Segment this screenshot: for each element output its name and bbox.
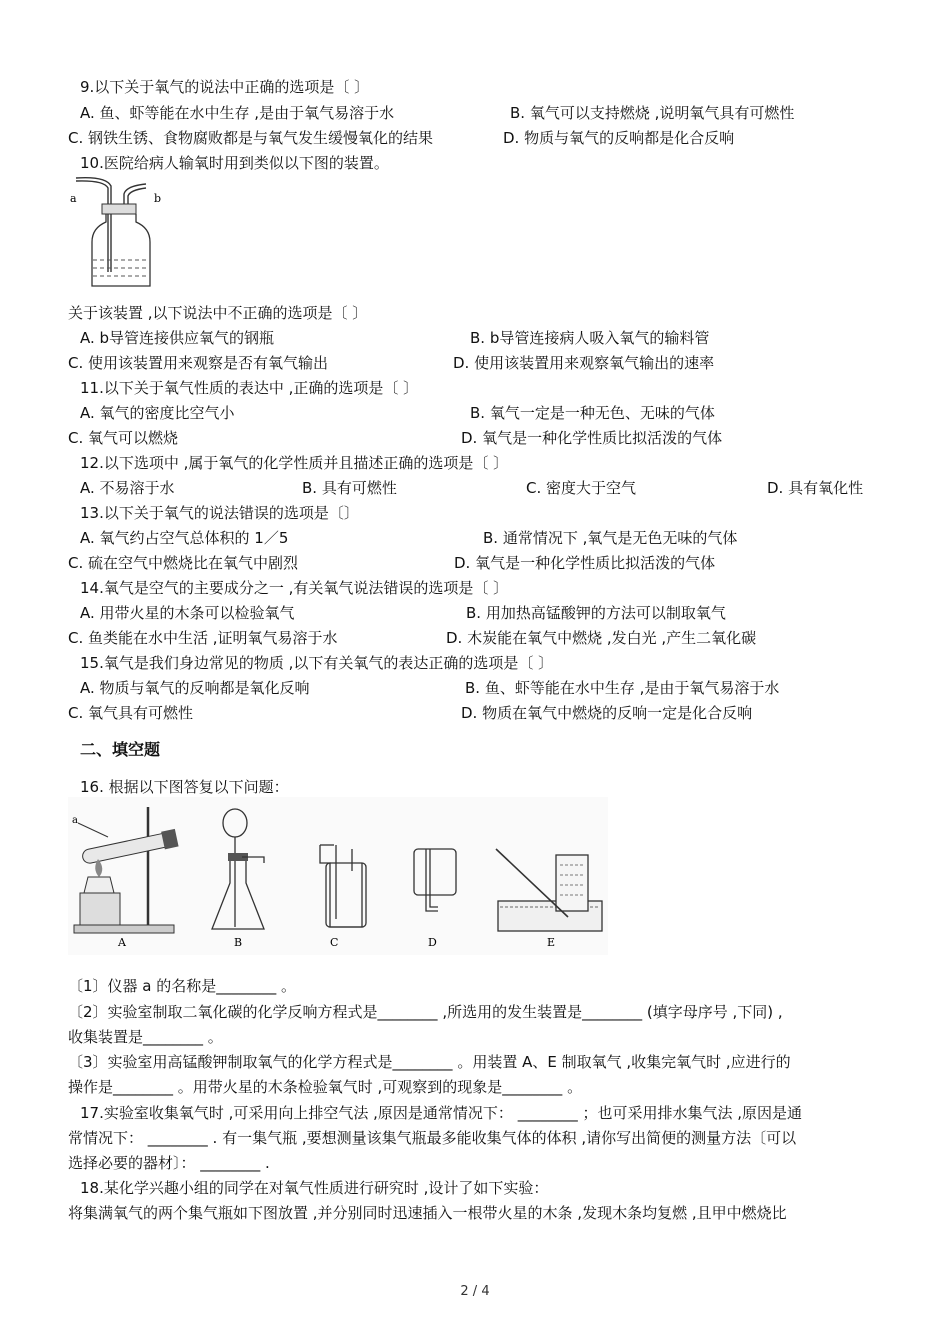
- q9-option-b: B. 氧气可以支持燃烧 ,说明氧气具有可燃性: [510, 104, 795, 122]
- q16-part-3-line-2: 操作是________ 。用带火星的木条检验氧气时 ,可观察到的现象是________ 。: [68, 1078, 583, 1096]
- section-heading: 二、填空题: [80, 740, 161, 759]
- q17-line-2: 常情况下： ________ . 有一集气瓶 ,要想测量该集气瓶最多能收集气体的体积 ,请你写出简便的测量方法〔可以: [68, 1129, 797, 1147]
- q10-sub: 关于该装置 ,以下说法中不正确的选项是〔 〕: [68, 304, 368, 322]
- q14-option-b: B. 用加热高锰酸钾的方法可以制取氧气: [466, 604, 726, 622]
- q9-option-d: D. 物质与氧气的反响都是化合反响: [503, 129, 735, 147]
- q10-option-c: C. 使用该装置用来观察是否有氧气输出: [68, 354, 329, 372]
- apparatus-label-a: a: [72, 815, 78, 826]
- q10-stem: 10.医院给病人输氧时用到类似以下图的装置。: [80, 154, 389, 172]
- q15-stem: 15.氧气是我们身边常见的物质 ,以下有关氧气的表达正确的选项是〔 〕: [80, 654, 554, 672]
- q12-option-d: D. 具有氧化性: [767, 479, 864, 497]
- q16-stem: 16. 根据以下图答复以下问题：: [80, 778, 289, 796]
- figure-label-a: a: [70, 192, 77, 205]
- apparatus-label-B: B: [234, 936, 243, 949]
- q16-part-3-line-1: 〔3〕实验室用高锰酸钾制取氧气的化学方程式是________ 。用装置 A、E 制取氧气 ,收集完氧气时 ,应进行的: [68, 1053, 791, 1071]
- apparatus-label-A: A: [118, 936, 126, 949]
- q9-option-c: C. 钢铁生锈、食物腐败都是与氧气发生缓慢氧化的结果: [68, 129, 434, 147]
- lab-apparatus-figure: [68, 797, 608, 955]
- q16-part-2-line-1: 〔2〕实验室制取二氧化碳的化学反响方程式是________ ,所选用的发生装置是________ (填字母序号 ,下同) ,: [68, 1003, 783, 1021]
- q14-option-c: C. 鱼类能在水中生活 ,证明氧气易溶于水: [68, 629, 338, 647]
- q15-option-b: B. 鱼、虾等能在水中生存 ,是由于氧气易溶于水: [465, 679, 780, 697]
- q14-stem: 14.氧气是空气的主要成分之一 ,有关氧气说法错误的选项是〔 〕: [80, 579, 509, 597]
- q13-option-b: B. 通常情况下 ,氧气是无色无味的气体: [483, 529, 738, 547]
- q16-part-2-line-2: 收集装置是________ 。: [68, 1028, 223, 1046]
- q9-option-a: A. 鱼、虾等能在水中生存 ,是由于氧气易溶于水: [80, 104, 395, 122]
- oxygen-humidifier-bottle-figure: [66, 172, 176, 292]
- q18-line-2: 将集满氧气的两个集气瓶如下图放置 ,并分别同时迅速插入一根带火星的木条 ,发现木条均复燃 ,且甲中燃烧比: [68, 1204, 787, 1222]
- q11-option-b: B. 氧气一定是一种无色、无味的气体: [470, 404, 715, 422]
- q9-stem: 9.以下关于氧气的说法中正确的选项是〔 〕: [80, 78, 370, 96]
- figure-label-b: b: [154, 192, 162, 205]
- q12-option-a: A. 不易溶于水: [80, 479, 175, 497]
- q16-part-1: 〔1〕仪器 a 的名称是________ 。: [68, 977, 297, 995]
- q11-option-c: C. 氧气可以燃烧: [68, 429, 179, 447]
- q11-option-a: A. 氧气的密度比空气小: [80, 404, 235, 422]
- q12-option-b: B. 具有可燃性: [302, 479, 397, 497]
- q14-option-a: A. 用带火星的木条可以检验氧气: [80, 604, 295, 622]
- q10-option-a: A. b导管连接供应氧气的钢瓶: [80, 329, 275, 347]
- q14-option-d: D. 木炭能在氧气中燃烧 ,发白光 ,产生二氧化碳: [446, 629, 757, 647]
- q11-stem: 11.以下关于氧气性质的表达中 ,正确的选项是〔 〕: [80, 379, 419, 397]
- q12-option-c: C. 密度大于空气: [526, 479, 637, 497]
- q13-option-c: C. 硫在空气中燃烧比在氧气中剧烈: [68, 554, 299, 572]
- q13-option-d: D. 氧气是一种化学性质比拟活泼的气体: [454, 554, 716, 572]
- q13-stem: 13.以下关于氧气的说法错误的选项是〔〕: [80, 504, 359, 522]
- q17-line-1: 17.实验室收集氧气时 ,可采用向上排空气法 ,原因是通常情况下： ________ ；也可采用排水集气法 ,原因是通: [80, 1104, 803, 1122]
- q10-option-d: D. 使用该装置用来观察氧气输出的速率: [453, 354, 715, 372]
- apparatus-label-D: D: [428, 936, 437, 949]
- q13-option-a: A. 氧气约占空气总体积的 1／5: [80, 529, 289, 547]
- q17-line-3: 选择必要的器材〕： ________ .: [68, 1154, 270, 1172]
- q15-option-a: A. 物质与氧气的反响都是氧化反响: [80, 679, 310, 697]
- q10-option-b: B. b导管连接病人吸入氧气的输料管: [470, 329, 710, 347]
- q12-stem: 12.以下选项中 ,属于氧气的化学性质并且描述正确的选项是〔 〕: [80, 454, 509, 472]
- q15-option-c: C. 氧气具有可燃性: [68, 704, 194, 722]
- apparatus-label-E: E: [547, 936, 556, 949]
- page-number: 2 / 4: [460, 1284, 490, 1299]
- q11-option-d: D. 氧气是一种化学性质比拟活泼的气体: [461, 429, 723, 447]
- q15-option-d: D. 物质在氧气中燃烧的反响一定是化合反响: [461, 704, 753, 722]
- apparatus-label-C: C: [330, 936, 339, 949]
- q18-line-1: 18.某化学兴趣小组的同学在对氧气性质进行研究时 ,设计了如下实验：: [80, 1179, 549, 1197]
